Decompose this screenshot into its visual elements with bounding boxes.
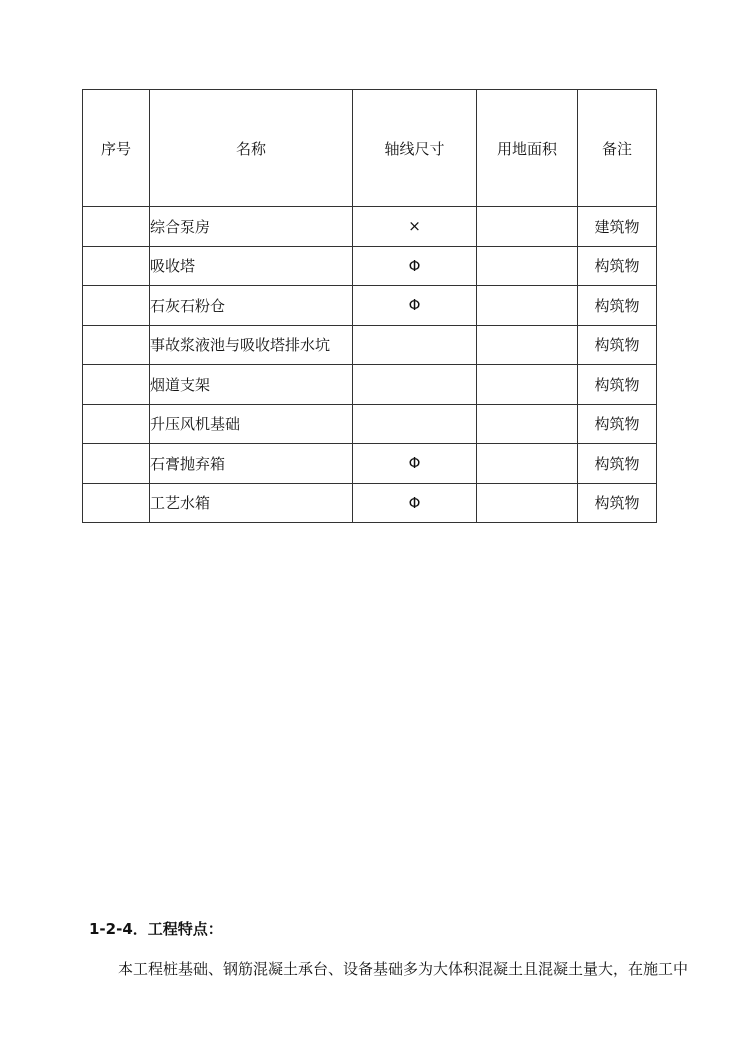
table-row bbox=[83, 246, 657, 286]
cell-dimension: Φ bbox=[353, 444, 477, 484]
cell-no bbox=[83, 325, 150, 365]
cell-dimension: Φ bbox=[353, 246, 477, 286]
cell-no bbox=[83, 286, 150, 326]
cell-no bbox=[83, 483, 150, 523]
cell-area bbox=[477, 286, 578, 326]
cell-note: 构筑物 bbox=[578, 483, 657, 523]
table-row bbox=[83, 483, 657, 523]
section-heading: 1-2-4．工程特点： bbox=[89, 920, 223, 938]
cell-name: 工艺水箱 bbox=[150, 483, 353, 523]
cell-area bbox=[477, 483, 578, 523]
cell-area bbox=[477, 365, 578, 405]
cell-area bbox=[477, 207, 578, 247]
cell-name: 烟道支架 bbox=[150, 365, 353, 405]
cell-dimension bbox=[353, 365, 477, 405]
cell-note: 构筑物 bbox=[578, 404, 657, 444]
table-row bbox=[83, 365, 657, 405]
cell-no bbox=[83, 246, 150, 286]
cell-note: 建筑物 bbox=[578, 207, 657, 247]
cell-no bbox=[83, 444, 150, 484]
cell-no bbox=[83, 365, 150, 405]
cell-note: 构筑物 bbox=[578, 444, 657, 484]
cell-note: 构筑物 bbox=[578, 325, 657, 365]
table-header-row bbox=[83, 90, 657, 207]
table-row bbox=[83, 404, 657, 444]
header-area: 用地面积 bbox=[477, 90, 578, 207]
cell-name: 吸收塔 bbox=[150, 246, 353, 286]
table-row bbox=[83, 444, 657, 484]
cell-area bbox=[477, 444, 578, 484]
cell-dimension: Φ bbox=[353, 483, 477, 523]
table-row bbox=[83, 325, 657, 365]
header-note: 备注 bbox=[578, 90, 657, 207]
cell-name: 石膏抛弃箱 bbox=[150, 444, 353, 484]
cell-no bbox=[83, 207, 150, 247]
structures-table bbox=[82, 89, 657, 523]
cell-dimension bbox=[353, 404, 477, 444]
table-row bbox=[83, 207, 657, 247]
cell-dimension: × bbox=[353, 207, 477, 247]
cell-note: 构筑物 bbox=[578, 365, 657, 405]
cell-name: 事故浆液池与吸收塔排水坑 bbox=[150, 325, 353, 365]
header-dimension: 轴线尺寸 bbox=[353, 90, 477, 207]
cell-name: 综合泵房 bbox=[150, 207, 353, 247]
cell-no bbox=[83, 404, 150, 444]
header-no: 序号 bbox=[83, 90, 150, 207]
cell-area bbox=[477, 246, 578, 286]
cell-note: 构筑物 bbox=[578, 286, 657, 326]
cell-name: 石灰石粉仓 bbox=[150, 286, 353, 326]
table-row bbox=[83, 286, 657, 326]
body-paragraph: 本工程桩基础、钢筋混凝土承台、设备基础多为大体积混凝土且混凝土量大，在施工中 bbox=[118, 960, 689, 978]
cell-area bbox=[477, 404, 578, 444]
cell-note: 构筑物 bbox=[578, 246, 657, 286]
cell-area bbox=[477, 325, 578, 365]
cell-dimension: Φ bbox=[353, 286, 477, 326]
header-name: 名称 bbox=[150, 90, 353, 207]
cell-dimension bbox=[353, 325, 477, 365]
cell-name: 升压风机基础 bbox=[150, 404, 353, 444]
